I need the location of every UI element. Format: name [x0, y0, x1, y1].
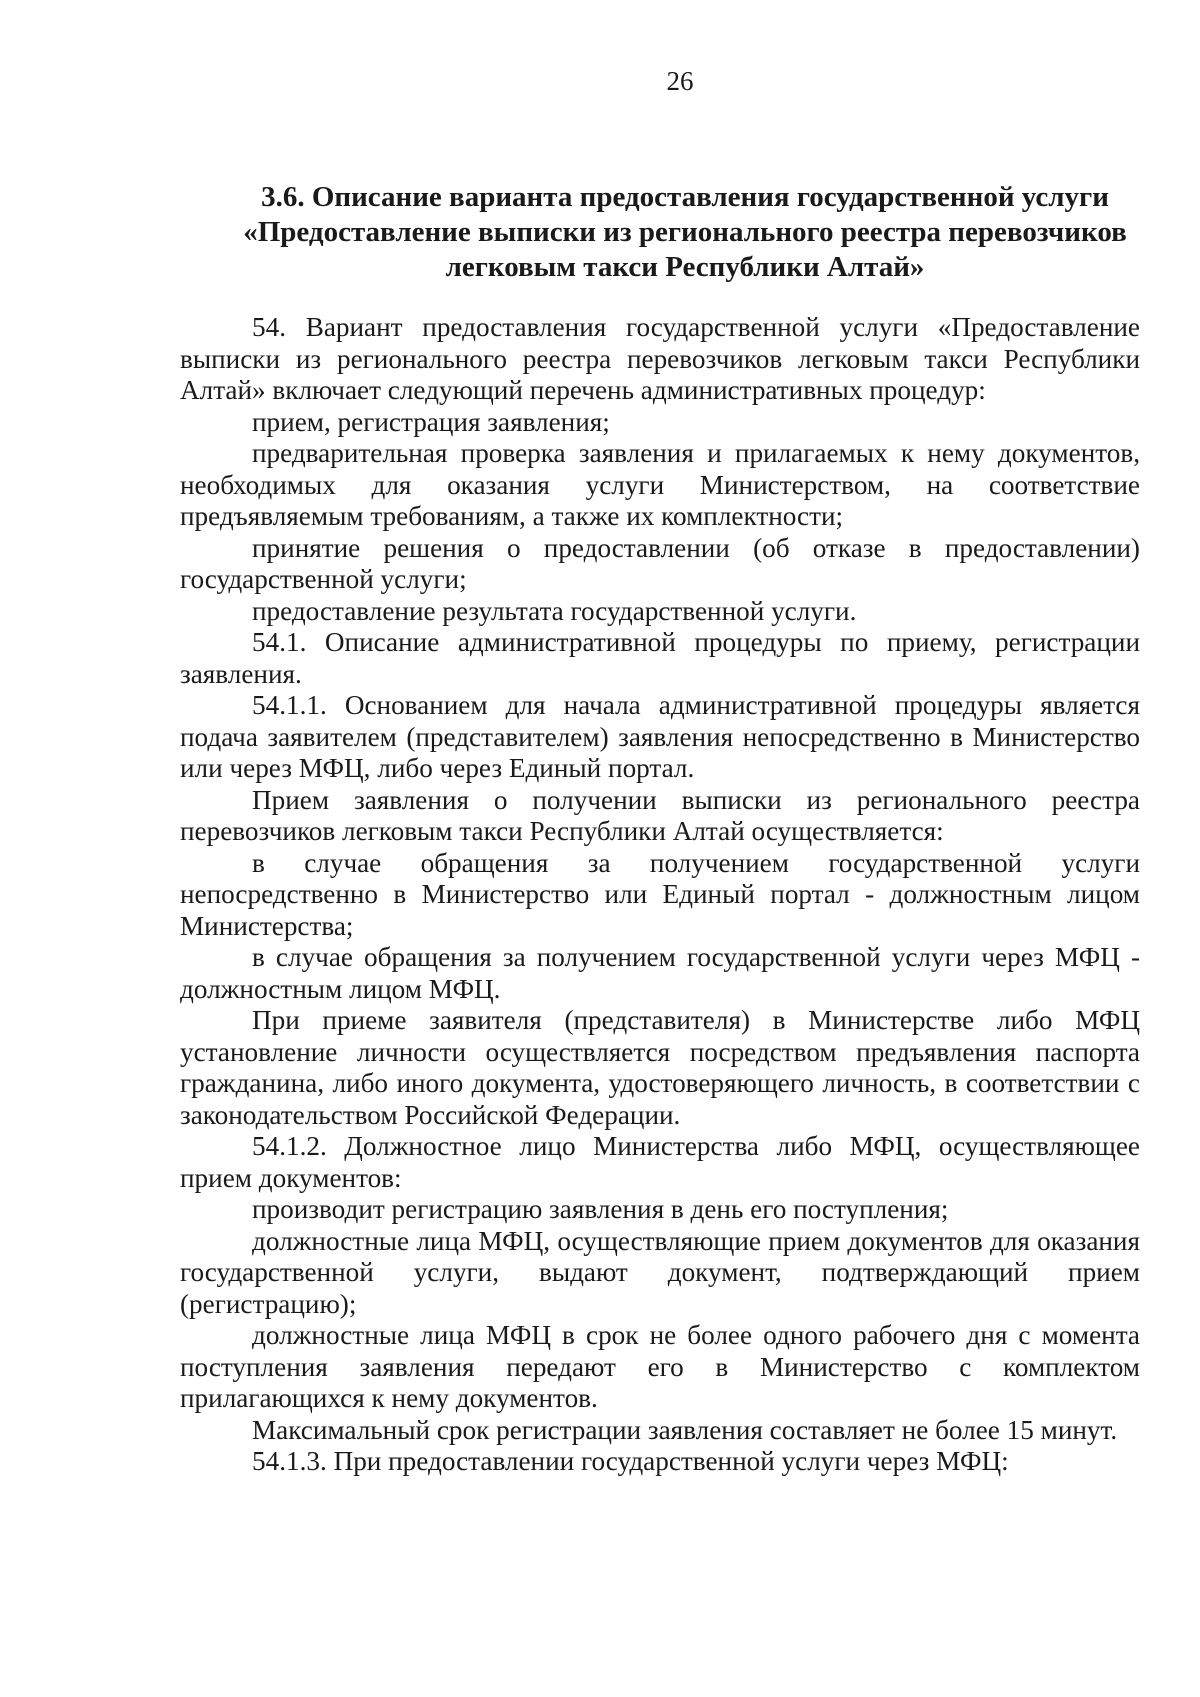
paragraph: должностные лица МФЦ в срок не более одного рабочего дня с момента поступления заявления передают его в Министерство с комплектом прилагающихся к нему документов.: [180, 1320, 1140, 1413]
paragraph: Максимальный срок регистрации заявления составляет не более 15 минут.: [252, 1414, 1118, 1445]
paragraph: предварительная проверка заявления и прилагаемых к нему документов, необходимых для оказания услуги Министерством, на соответствие предъявляемым требованиям, а также их комплектности;: [180, 438, 1140, 531]
section-heading: [215, 180, 1155, 285]
paragraph: 54.1. Описание административной процедуры по приему, регистрации заявления.: [180, 627, 1140, 689]
paragraph: 54.1.3. При предоставлении государственной услуги через МФЦ:: [252, 1446, 1009, 1476]
paragraph: Прием заявления о получении выписки из регионального реестра перевозчиков легковым такси Республики Алтай осуществляется:: [180, 784, 1140, 846]
paragraph: 54.1.1. Основанием для начала административной процедуры является подача заявителем (представителем) заявления непосредственно в Министерство или через МФЦ, либо через Единый портал.: [180, 690, 1140, 783]
paragraph: предоставление результата государственной услуги.: [252, 595, 857, 626]
paragraph: производит регистрацию заявления в день его поступления;: [252, 1194, 949, 1224]
paragraph: должностные лица МФЦ, осуществляющие прием документов для оказания государственной услуги, выдают документ, подтверждающий прием (регистрацию);: [180, 1225, 1140, 1319]
document-body: [180, 312, 1140, 1478]
paragraph: прием, регистрация заявления;: [252, 406, 610, 437]
section-heading-line: «Предоставление выписки из регионального реестра перевозчиков: [243, 216, 1127, 248]
paragraph: в случае обращения за получением государственной услуги непосредственно в Министерство или Единый портал - должностным лицом Министерства;: [180, 847, 1140, 941]
paragraph: в случае обращения за получением государственной услуги через МФЦ - должностным лицом МФЦ.: [180, 942, 1140, 1004]
section-heading-line: 3.6. Описание варианта предоставления государственной услуги: [261, 181, 1109, 213]
paragraph: принятие решения о предоставлении (об отказе в предоставлении) государственной услуги;: [180, 532, 1140, 594]
page-number: 26: [666, 66, 694, 96]
paragraph: 54. Вариант предоставления государственной услуги «Предоставление выписки из регионального реестра перевозчиков легковым такси Республики Алтай» включает следующий перечень административных процедур:: [180, 312, 1140, 405]
section-heading-line: легковым такси Республики Алтай»: [445, 251, 925, 283]
paragraph: 54.1.2. Должностное лицо Министерства либо МФЦ, осуществляющее прием документов:: [180, 1131, 1140, 1193]
paragraph: При приеме заявителя (представителя) в Министерстве либо МФЦ установление личности осуществляется посредством предъявления паспорта гражданина, либо иного документа, удостоверяющего личность, в соответствии с законодательством Российской Федерации.: [180, 1005, 1140, 1130]
